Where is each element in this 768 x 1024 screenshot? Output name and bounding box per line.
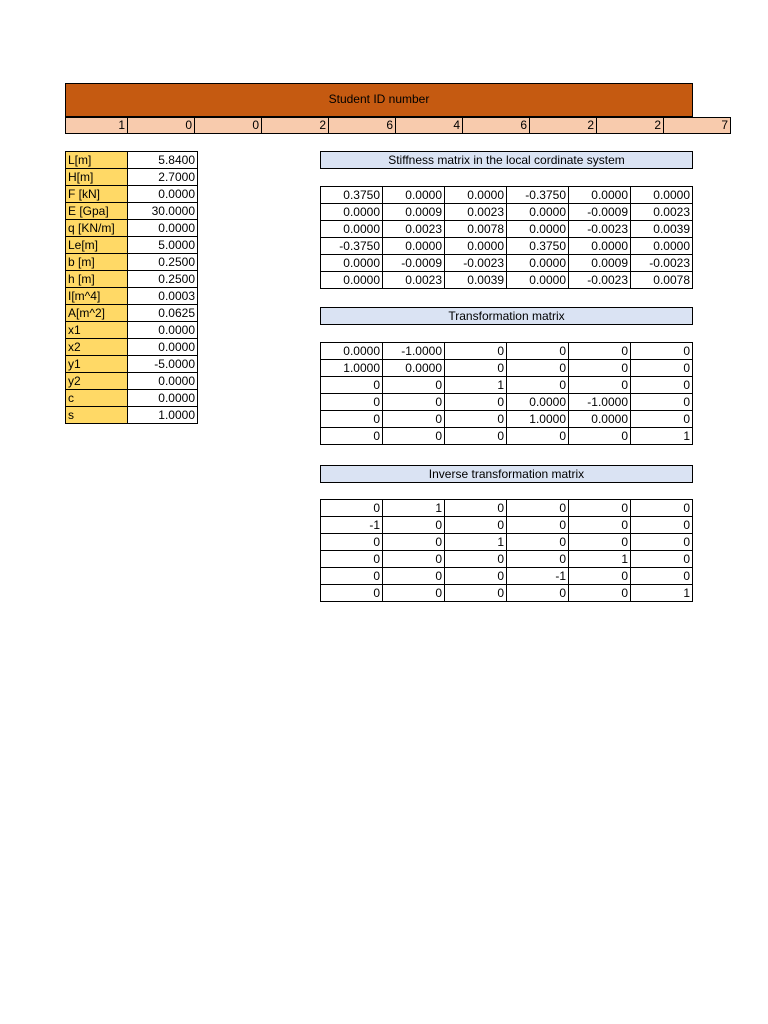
matrix-row bbox=[321, 221, 693, 238]
matrix-cell[interactable]: 0 bbox=[569, 343, 631, 360]
matrix-cell[interactable]: 0 bbox=[445, 585, 507, 602]
parameter-row bbox=[66, 407, 198, 424]
parameter-row bbox=[66, 390, 198, 407]
matrix-row bbox=[321, 428, 693, 445]
matrix-cell[interactable]: 0.0039 bbox=[445, 272, 507, 289]
parameter-row bbox=[66, 305, 198, 322]
parameter-label: I[m^4] bbox=[66, 288, 128, 305]
parameter-value[interactable]: 5.0000 bbox=[128, 237, 198, 254]
matrix-cell[interactable]: 0 bbox=[569, 428, 631, 445]
parameter-label: x1 bbox=[66, 322, 128, 339]
parameter-value[interactable]: 0.0000 bbox=[128, 339, 198, 356]
matrix-cell[interactable]: 0 bbox=[321, 534, 383, 551]
parameter-value[interactable]: 0.0000 bbox=[128, 390, 198, 407]
matrix-cell[interactable]: 0 bbox=[507, 377, 569, 394]
matrix-cell[interactable]: 0 bbox=[631, 568, 693, 585]
student-id-digit[interactable]: 0 bbox=[128, 118, 195, 134]
matrix-cell[interactable]: 0 bbox=[321, 585, 383, 602]
matrix-cell[interactable]: -1 bbox=[507, 568, 569, 585]
matrix-cell[interactable]: 0 bbox=[445, 343, 507, 360]
matrix-cell[interactable]: -0.0023 bbox=[631, 255, 693, 272]
matrix-row bbox=[321, 255, 693, 272]
matrix-cell[interactable]: -0.0023 bbox=[569, 272, 631, 289]
matrix-cell[interactable]: 1 bbox=[383, 500, 445, 517]
student-id-digit[interactable]: 1 bbox=[66, 118, 128, 134]
parameter-value[interactable]: 0.2500 bbox=[128, 254, 198, 271]
matrix-cell[interactable]: 0 bbox=[383, 394, 445, 411]
stiffness-matrix-title: Stiffness matrix in the local cordinate system bbox=[320, 151, 693, 169]
matrix-row bbox=[321, 517, 693, 534]
matrix-row bbox=[321, 394, 693, 411]
matrix-cell[interactable]: 0 bbox=[631, 551, 693, 568]
matrix-cell[interactable]: 0 bbox=[631, 377, 693, 394]
student-id-digit[interactable]: 2 bbox=[530, 118, 597, 134]
matrix-cell[interactable]: 0 bbox=[321, 377, 383, 394]
parameter-row bbox=[66, 152, 198, 169]
parameter-label: c bbox=[66, 390, 128, 407]
matrix-row bbox=[321, 204, 693, 221]
matrix-cell[interactable]: 0 bbox=[507, 428, 569, 445]
parameter-value[interactable]: 0.0000 bbox=[128, 186, 198, 203]
matrix-cell[interactable]: 0 bbox=[569, 585, 631, 602]
parameter-value[interactable]: 1.0000 bbox=[128, 407, 198, 424]
matrix-cell[interactable]: 0 bbox=[507, 500, 569, 517]
student-id-title: Student ID number bbox=[65, 83, 693, 117]
matrix-row bbox=[321, 500, 693, 517]
matrix-cell[interactable]: 0 bbox=[569, 568, 631, 585]
parameter-label: H[m] bbox=[66, 169, 128, 186]
matrix-row bbox=[321, 551, 693, 568]
parameter-row bbox=[66, 203, 198, 220]
parameter-label: E [Gpa] bbox=[66, 203, 128, 220]
matrix-cell[interactable]: 0 bbox=[631, 534, 693, 551]
matrix-cell[interactable]: -0.3750 bbox=[507, 187, 569, 204]
matrix-cell[interactable]: 0 bbox=[445, 360, 507, 377]
parameter-row bbox=[66, 288, 198, 305]
matrix-cell[interactable]: 0 bbox=[569, 377, 631, 394]
matrix-cell[interactable]: 0.0000 bbox=[631, 238, 693, 255]
matrix-cell[interactable]: -0.3750 bbox=[321, 238, 383, 255]
matrix-cell[interactable]: 0 bbox=[507, 585, 569, 602]
matrix-cell[interactable]: 0.0000 bbox=[507, 255, 569, 272]
matrix-cell[interactable]: 0 bbox=[383, 551, 445, 568]
matrix-cell[interactable]: 0 bbox=[631, 517, 693, 534]
student-id-digit[interactable]: 4 bbox=[396, 118, 463, 134]
matrix-cell[interactable]: 0 bbox=[445, 551, 507, 568]
matrix-cell[interactable]: 0 bbox=[631, 394, 693, 411]
matrix-cell[interactable]: 0.0000 bbox=[383, 187, 445, 204]
matrix-cell[interactable]: -1.0000 bbox=[569, 394, 631, 411]
matrix-cell[interactable]: 0.0000 bbox=[383, 238, 445, 255]
parameter-value[interactable]: 0.2500 bbox=[128, 271, 198, 288]
parameters-table bbox=[65, 151, 198, 424]
parameter-value[interactable]: 0.0000 bbox=[128, 322, 198, 339]
matrix-cell[interactable]: 0.0000 bbox=[507, 394, 569, 411]
matrix-cell[interactable]: 0.0000 bbox=[569, 411, 631, 428]
matrix-cell[interactable]: 1 bbox=[631, 428, 693, 445]
parameter-row bbox=[66, 254, 198, 271]
parameter-value[interactable]: 5.8400 bbox=[128, 152, 198, 169]
parameter-row bbox=[66, 186, 198, 203]
student-id-digit[interactable]: 6 bbox=[463, 118, 530, 134]
matrix-cell[interactable]: 0 bbox=[569, 517, 631, 534]
matrix-cell[interactable]: 0.0023 bbox=[383, 221, 445, 238]
matrix-row bbox=[321, 568, 693, 585]
matrix-cell[interactable]: 0.0023 bbox=[445, 204, 507, 221]
matrix-cell[interactable]: 0 bbox=[383, 411, 445, 428]
student-id-digits-row bbox=[65, 117, 731, 134]
student-id-digit[interactable]: 2 bbox=[262, 118, 329, 134]
matrix-cell[interactable]: 0 bbox=[321, 568, 383, 585]
matrix-cell[interactable]: 0.0000 bbox=[569, 187, 631, 204]
matrix-cell[interactable]: 0 bbox=[507, 343, 569, 360]
matrix-cell[interactable]: 0.0000 bbox=[445, 187, 507, 204]
matrix-row bbox=[321, 585, 693, 602]
matrix-cell[interactable]: 0.0000 bbox=[321, 221, 383, 238]
matrix-cell[interactable]: 0.0023 bbox=[631, 204, 693, 221]
parameter-value[interactable]: -5.0000 bbox=[128, 356, 198, 373]
parameter-value[interactable]: 0.0003 bbox=[128, 288, 198, 305]
matrix-cell[interactable]: -0.0009 bbox=[569, 204, 631, 221]
matrix-row bbox=[321, 187, 693, 204]
parameter-row bbox=[66, 339, 198, 356]
matrix-cell[interactable]: 0.0000 bbox=[383, 360, 445, 377]
matrix-cell[interactable]: 0.0009 bbox=[569, 255, 631, 272]
parameter-row bbox=[66, 169, 198, 186]
matrix-cell[interactable]: 0.0039 bbox=[631, 221, 693, 238]
matrix-cell[interactable]: 0.0000 bbox=[507, 221, 569, 238]
matrix-cell[interactable]: 0 bbox=[321, 411, 383, 428]
parameter-value[interactable]: 0.0625 bbox=[128, 305, 198, 322]
inverse-transformation-matrix bbox=[320, 499, 693, 602]
parameter-label: A[m^2] bbox=[66, 305, 128, 322]
matrix-cell[interactable]: 0 bbox=[445, 411, 507, 428]
matrix-cell[interactable]: 0 bbox=[507, 360, 569, 377]
parameter-value[interactable]: 0.0000 bbox=[128, 373, 198, 390]
parameter-label: F [kN] bbox=[66, 186, 128, 203]
student-id-digit[interactable]: 2 bbox=[597, 118, 664, 134]
parameter-row bbox=[66, 237, 198, 254]
matrix-cell[interactable]: 0 bbox=[445, 517, 507, 534]
parameter-label: b [m] bbox=[66, 254, 128, 271]
matrix-cell[interactable]: -0.0023 bbox=[569, 221, 631, 238]
matrix-cell[interactable]: 1.0000 bbox=[321, 360, 383, 377]
parameter-label: L[m] bbox=[66, 152, 128, 169]
matrix-cell[interactable]: 0 bbox=[321, 500, 383, 517]
parameter-row bbox=[66, 373, 198, 390]
matrix-cell[interactable]: 0.0078 bbox=[445, 221, 507, 238]
matrix-cell[interactable]: 0 bbox=[383, 428, 445, 445]
matrix-cell[interactable]: 0 bbox=[631, 411, 693, 428]
matrix-cell[interactable]: 0 bbox=[383, 568, 445, 585]
parameter-label: Le[m] bbox=[66, 237, 128, 254]
student-id-digit[interactable]: 6 bbox=[329, 118, 396, 134]
matrix-cell[interactable]: 0 bbox=[507, 517, 569, 534]
matrix-cell[interactable]: 0 bbox=[569, 534, 631, 551]
matrix-cell[interactable]: 0 bbox=[507, 551, 569, 568]
inverse-transformation-matrix-title: Inverse transformation matrix bbox=[320, 465, 693, 483]
parameter-value[interactable]: 0.0000 bbox=[128, 220, 198, 237]
matrix-cell[interactable]: 1 bbox=[445, 534, 507, 551]
student-id-digit[interactable]: 0 bbox=[195, 118, 262, 134]
matrix-cell[interactable]: 0.0000 bbox=[507, 272, 569, 289]
matrix-row bbox=[321, 377, 693, 394]
matrix-cell[interactable]: -1.0000 bbox=[383, 343, 445, 360]
matrix-cell[interactable]: 0 bbox=[383, 534, 445, 551]
matrix-cell[interactable]: 0.0000 bbox=[321, 255, 383, 272]
matrix-cell[interactable]: 0 bbox=[383, 585, 445, 602]
parameter-label: h [m] bbox=[66, 271, 128, 288]
matrix-row bbox=[321, 238, 693, 255]
matrix-cell[interactable]: 0 bbox=[569, 360, 631, 377]
matrix-cell[interactable]: 0 bbox=[631, 500, 693, 517]
parameter-label: x2 bbox=[66, 339, 128, 356]
transformation-matrix bbox=[320, 342, 693, 445]
matrix-cell[interactable]: 1 bbox=[569, 551, 631, 568]
matrix-cell[interactable]: 0.0000 bbox=[321, 343, 383, 360]
matrix-cell[interactable]: 0 bbox=[321, 394, 383, 411]
matrix-cell[interactable]: 0.0000 bbox=[445, 238, 507, 255]
parameter-row bbox=[66, 271, 198, 288]
matrix-cell[interactable]: -1 bbox=[321, 517, 383, 534]
matrix-cell[interactable]: 0 bbox=[445, 428, 507, 445]
parameter-label: s bbox=[66, 407, 128, 424]
transformation-matrix-title: Transformation matrix bbox=[320, 307, 693, 325]
parameter-label: y1 bbox=[66, 356, 128, 373]
matrix-cell[interactable]: 1.0000 bbox=[507, 411, 569, 428]
matrix-cell[interactable]: 0 bbox=[569, 500, 631, 517]
matrix-row bbox=[321, 272, 693, 289]
parameter-row bbox=[66, 322, 198, 339]
matrix-cell[interactable]: 0 bbox=[507, 534, 569, 551]
matrix-cell[interactable]: 0.0009 bbox=[383, 204, 445, 221]
matrix-cell[interactable]: 1 bbox=[631, 585, 693, 602]
matrix-cell[interactable]: 0 bbox=[321, 551, 383, 568]
parameter-row bbox=[66, 356, 198, 373]
matrix-cell[interactable]: 0 bbox=[631, 360, 693, 377]
matrix-cell[interactable]: -0.0009 bbox=[383, 255, 445, 272]
matrix-row bbox=[321, 343, 693, 360]
parameter-label: q [KN/m] bbox=[66, 220, 128, 237]
matrix-row bbox=[321, 360, 693, 377]
parameter-value[interactable]: 2.7000 bbox=[128, 169, 198, 186]
matrix-cell[interactable]: 1 bbox=[445, 377, 507, 394]
matrix-cell[interactable]: 0 bbox=[445, 568, 507, 585]
student-id-digit[interactable]: 7 bbox=[664, 118, 731, 134]
matrix-cell[interactable]: 0 bbox=[631, 343, 693, 360]
stiffness-matrix bbox=[320, 186, 693, 289]
matrix-cell[interactable]: 0.0000 bbox=[321, 272, 383, 289]
matrix-row bbox=[321, 411, 693, 428]
parameter-label: y2 bbox=[66, 373, 128, 390]
matrix-cell[interactable]: 0.0023 bbox=[383, 272, 445, 289]
matrix-cell[interactable]: 0 bbox=[383, 517, 445, 534]
matrix-cell[interactable]: 0.3750 bbox=[321, 187, 383, 204]
parameter-row bbox=[66, 220, 198, 237]
matrix-cell[interactable]: 0.0000 bbox=[631, 187, 693, 204]
matrix-cell[interactable]: 0.0000 bbox=[321, 204, 383, 221]
parameter-value[interactable]: 30.0000 bbox=[128, 203, 198, 220]
matrix-cell[interactable]: 0 bbox=[321, 428, 383, 445]
matrix-cell[interactable]: 0 bbox=[445, 500, 507, 517]
matrix-cell[interactable]: 0.0078 bbox=[631, 272, 693, 289]
matrix-cell[interactable]: -0.0023 bbox=[445, 255, 507, 272]
matrix-cell[interactable]: 0.0000 bbox=[507, 204, 569, 221]
matrix-cell[interactable]: 0.3750 bbox=[507, 238, 569, 255]
matrix-cell[interactable]: 0 bbox=[445, 394, 507, 411]
matrix-cell[interactable]: 0.0000 bbox=[569, 238, 631, 255]
matrix-cell[interactable]: 0 bbox=[383, 377, 445, 394]
matrix-row bbox=[321, 534, 693, 551]
